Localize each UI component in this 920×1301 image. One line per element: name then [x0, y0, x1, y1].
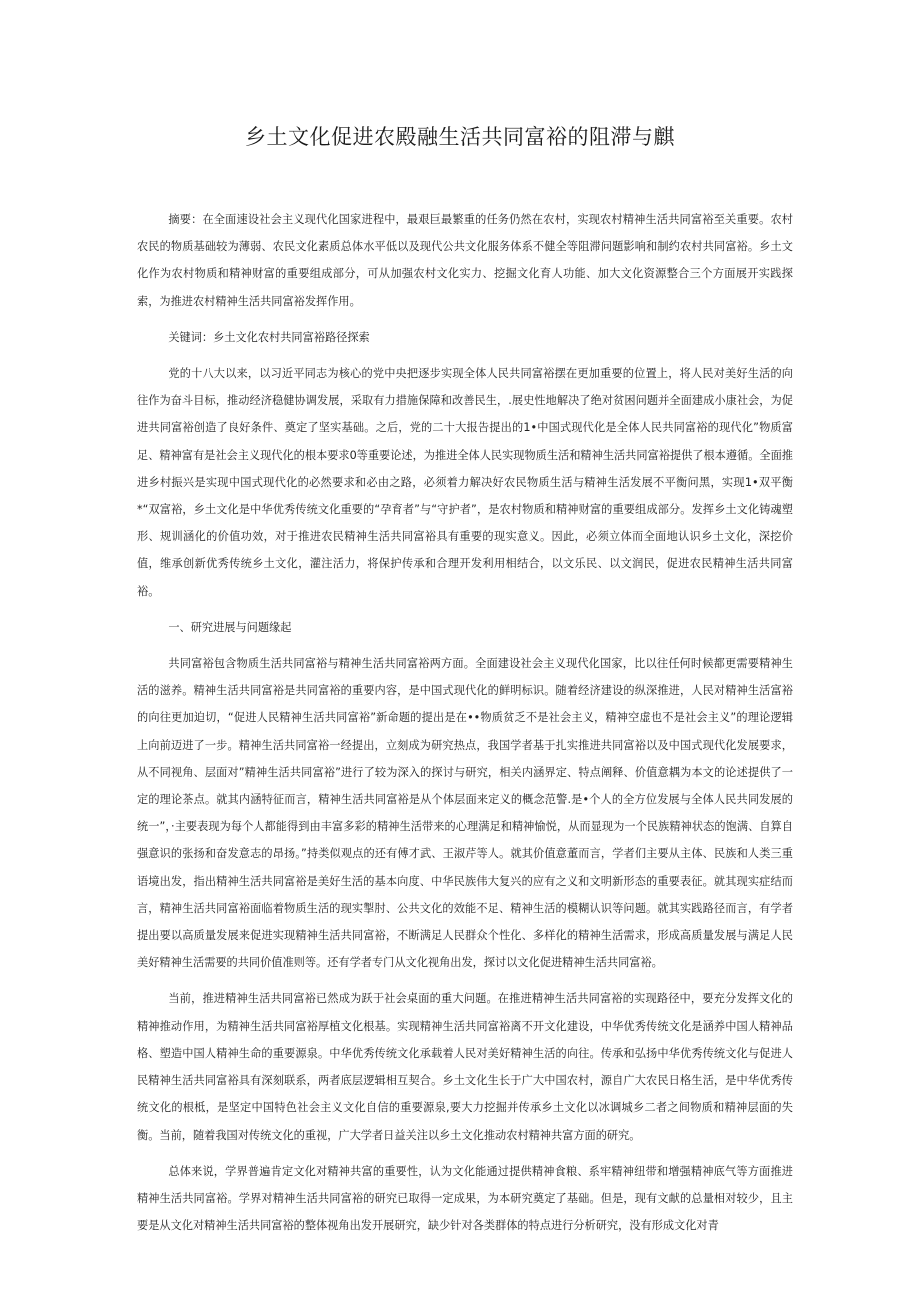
abstract-paragraph: 摘要：在全面速设社会主义现代化国家进程中，最艰巨最繁重的任务仍然在农村，实现农村精神生活共同富裕至关重要。农村农民的物质基础较为薄弱、农民文化素质总体水平低以及现代公共文化服务体系不健全等阻滞问题影响和制约农村共同富裕。乡土文化作为农村物质和精神财富的重要组成部分，可从加强农村文化实力、挖掘文化育人功能、加大文化资源整合三个方面展开实践探索，为推进农村精神生活共同富裕发挥作用。 — [137, 213, 793, 308]
section-paragraph-2: 当前，推进精神生活共同富裕已然成为跃于社会桌面的重大问题。在推进精神生活共同富裕的实现路径中，要充分发挥文化的精神推动作用，为精神生活共同富裕厚植文化根基。实现精神生活共同富裕离不开文化建设，中华优秀传统文化是涵养中国人精神品格、塑造中国人精神生命的重要源泉。中华优秀传统文化承载着人民对美好精神生活的向往。传承和弘扬中华优秀传统文化与促进人民精神生活共同富裕具有深刻联系，两者底层逻辑相互契合。乡土文化生长于广大中国农村，源自广大农民日格生活，是中华优秀传统文化的根柢，是坚定中国特色社会主义文化自信的重要源泉,要大力挖掘并传承乡土文化以冰调城乡二者之间物质和精神层面的失衡。当前，随着我国对传统文化的重视，广大学者日益关注以乡土文化推动农村精神共富方面的研究。 — [137, 992, 793, 1142]
document-title: 乡土文化促进农殿融生活共同富裕的阻滞与麒 — [245, 125, 675, 149]
section-paragraph-3: 总体来说，学界普遍肯定文化对精神共富的重要性，认为文化能通过提供精神食粮、系牢精神纽带和增强精神底气等方面推进精神生活共同富裕。学界对精神生活共同富裕的研究已取得一定成果，为本研究奠定了基础。但是，现有文献的总量相对较少，且主要是从文化对精神生活共同富裕的整体视角出发开展研究，缺少针对各类群体的特点进行分析研究，没有形成文化对青 — [137, 1164, 793, 1233]
keywords-line: 关键词：乡土文化农村共同富裕路径探索 — [168, 330, 370, 344]
section-heading: 一、研究进展与问题缘起 — [168, 620, 292, 634]
intro-paragraph: 党的十八大以来，以习近平同志为核心的党中央把逐步实现全体人民共同富裕摆在更加重要的位置上，将人民对美好生活的向往作为奋斗目标，推动经济稳健协调发展，采取有力措施保障和改善民生，.展史性地解决了绝对贫困问题并全面建成小康社会，为促进共同富裕创造了良好条件、奠定了坚实基础。之后，党的二十大报告提出的1•中国式现代化是全体人民共同富裕的现代化”物质富足、精神富有是社会主义现代化的根本要求0等重要论述，为推进全体人民实现物质生活和精神生活共同富裕提供了根本遵循。全面推进乡村振兴是实现中国式现代化的必然要求和必由之路，必须着力解决好农民物质生活与精神生活发展不平衡问黑，实现1•双平衡*“双富裕，乡土文化是中华优秀传统文化重要的“孕育者”与“守护者”，是农村物质和精神财富的重要组成部分。发挥乡土文化铸魂塑形、规训涵化的价值功效，对于推进农民精神生活共同富裕具有重要的现实意义。因此，必须立体而全面地认识乡土文化，深挖价值，维承创新优秀传统乡土文化，灌注活力，将保护传承和合理开发利用相结合，以文乐民、以文润民，促进农民精神生活共同富裕。 — [137, 367, 793, 598]
document-body — [137, 206, 793, 1248]
section-paragraph-1: 共同富裕包含物质生活共同富裕与精神生活共同富裕两方面。全面建设社会主义现代化国家，比以往任何时候都更需要精神生活的滋养。精神生活共同富裕是共同富裕的重要内容，是中国式现代化的鲜明标识。随着经济建设的纵深推进，人民对精神生活富裕的向往更加迫切，“促进人民精神生活共同富裕”新命题的提出是在••物质贫乏不是社会主义，精神空虚也不是社会主义”的理论逻辑上向前迈进了一步。精神生活共同富裕一经提出，立刻成为研究热点，我国学者基于扎实推进共同富裕以及中国式现代化发展要求，从不同视角、层面对”精神生活共同富裕”进行了较为深入的探讨与研究，相关内涵界定、特点阐释、价值意耦为本文的论述提供了一定的理论茶点。就其内涵特征而言，精神生活共同富裕是从个体层面来定义的概念范警.是•个人的全方位发展与全体人民共同发展的统一”，·主要表现为每个人都能得到由丰富多彩的精神生活带来的心理满足和精神愉悦，从而显现为一个民族精神状态的饱满、自算自强意识的张扬和奋发意志的昂扬。”持类似观点的还有傅才武、王淑芹等人。就其价值意董而言，学者们主要从主体、民族和人类三重语境出发，指出精神生活共同富裕是美好生活的基本向度、中华民族伟大复兴的应有之义和文明新形态的重要表征。就其现实症结而言，精神生活共同富裕面临着物质生活的现实掣肘、公共文化的效能不足、精神生活的模糊认识等问题。就其实践路径而言，有学者提出要以高质量发展来促进实现精神生活共同富裕，不断满足人民群众个性化、多样化的精神生活需求，形成高质量发展与满足人民美好精神生活需要的共同价值准则等。还有学者专门从文化视角出发，探讨以文化促进精神生活共同富裕。 — [137, 657, 793, 970]
